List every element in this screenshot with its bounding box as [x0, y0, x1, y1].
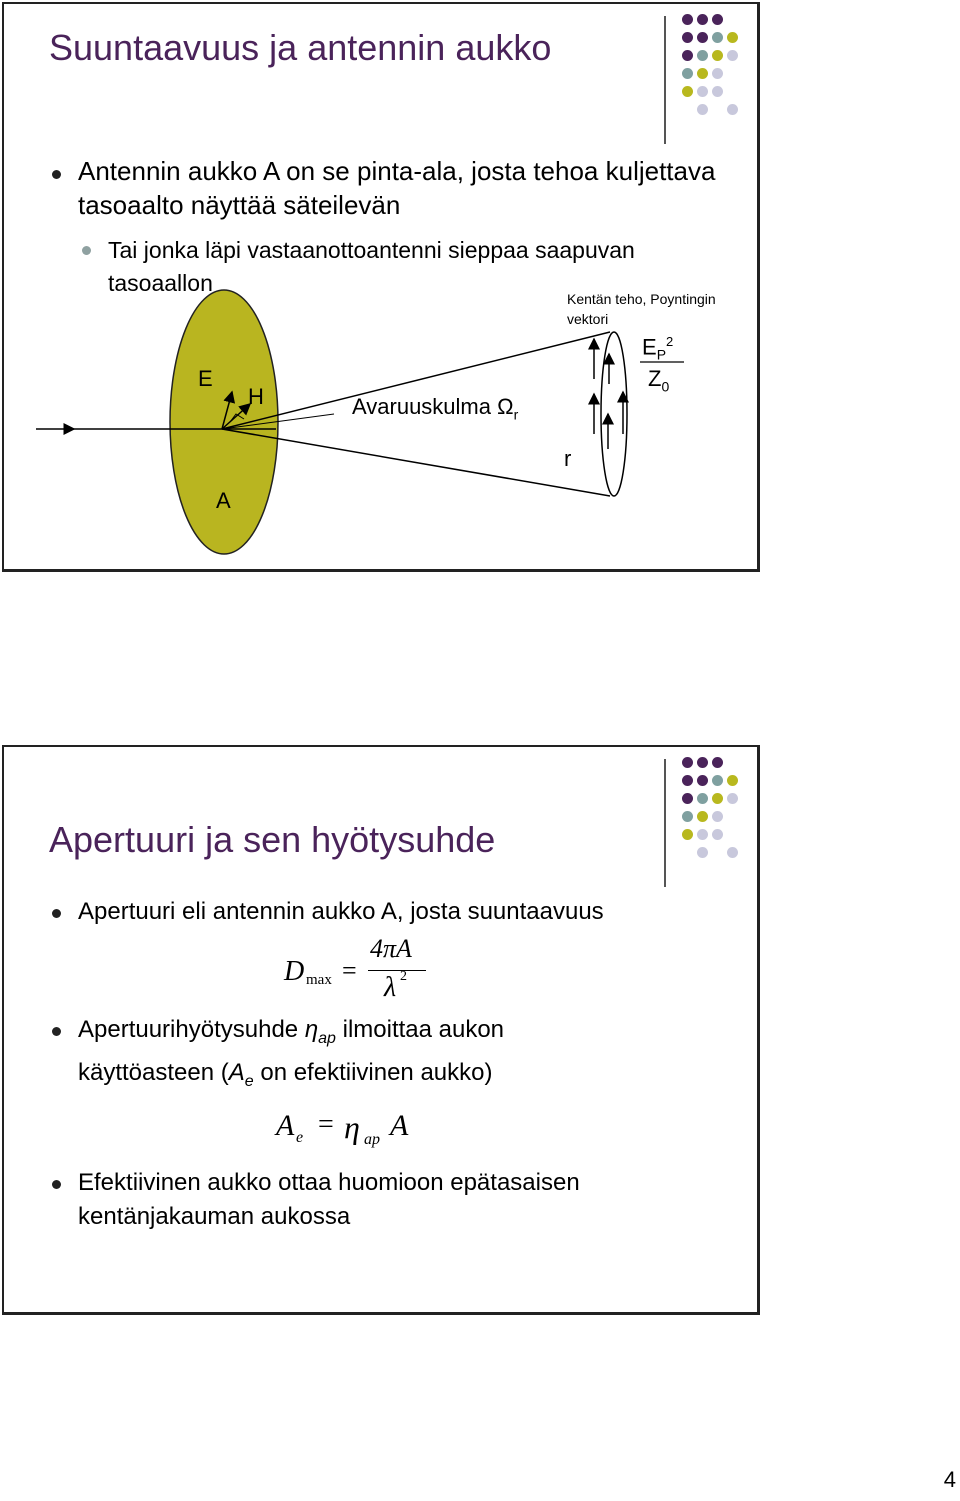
bullet-marker: [52, 170, 61, 179]
label-e: E: [198, 366, 213, 391]
directivity-equation: D max = 4πA λ 2: [284, 942, 444, 1012]
slide2-title: Apertuuri ja sen hyötysuhde: [49, 819, 496, 860]
slide-1: [2, 2, 760, 572]
slide1-bullet-1: Antennin aukko A on se pinta-ala, josta tehoa kuljettava tasoaalto näyttää säteilevän: [78, 156, 716, 220]
poynting-label: Kentän teho, Poyntingin vektori: [567, 291, 716, 327]
slide2-bullet-3: Efektiivinen aukko ottaa huomioon epätasaisen kentänjakauman aukossa: [78, 1169, 580, 1230]
solid-angle-label: Avaruuskulma $\Omega_r$: [352, 394, 519, 423]
bullet-marker: [52, 909, 61, 918]
slide1-title: Suuntaavuus ja antennin aukko: [49, 27, 552, 68]
label-r: r: [564, 446, 572, 471]
title-divider: [664, 16, 666, 144]
label-a: A: [216, 488, 231, 513]
slide2-bullet-2: Apertuurihyötysuhde $\eta_{ap}$ ilmoittaa aukon käyttöasteen ($A_e$ on efektiivinen aukko): [78, 1016, 505, 1090]
slide-2: [2, 745, 760, 1315]
bullet-marker: [52, 1180, 61, 1189]
cone-lower-edge: [222, 429, 610, 496]
bullet-marker: [52, 1027, 61, 1036]
page-number: 4: [943, 1467, 956, 1492]
effective-aperture-equation: A e = η ap A: [276, 1109, 409, 1148]
power-density-numerator: $E_P^2$: [642, 334, 674, 363]
title-divider: [664, 759, 666, 887]
power-density-denominator: $Z_0$: [648, 366, 670, 395]
slide2-bullet-1: Apertuuri eli antennin aukko A, josta suuntaavuus: [78, 898, 604, 925]
label-h: H: [248, 384, 264, 409]
slide1-bullet-2: Tai jonka läpi vastaanottoantenni sieppaa saapuvan tasoaallon: [108, 237, 635, 296]
